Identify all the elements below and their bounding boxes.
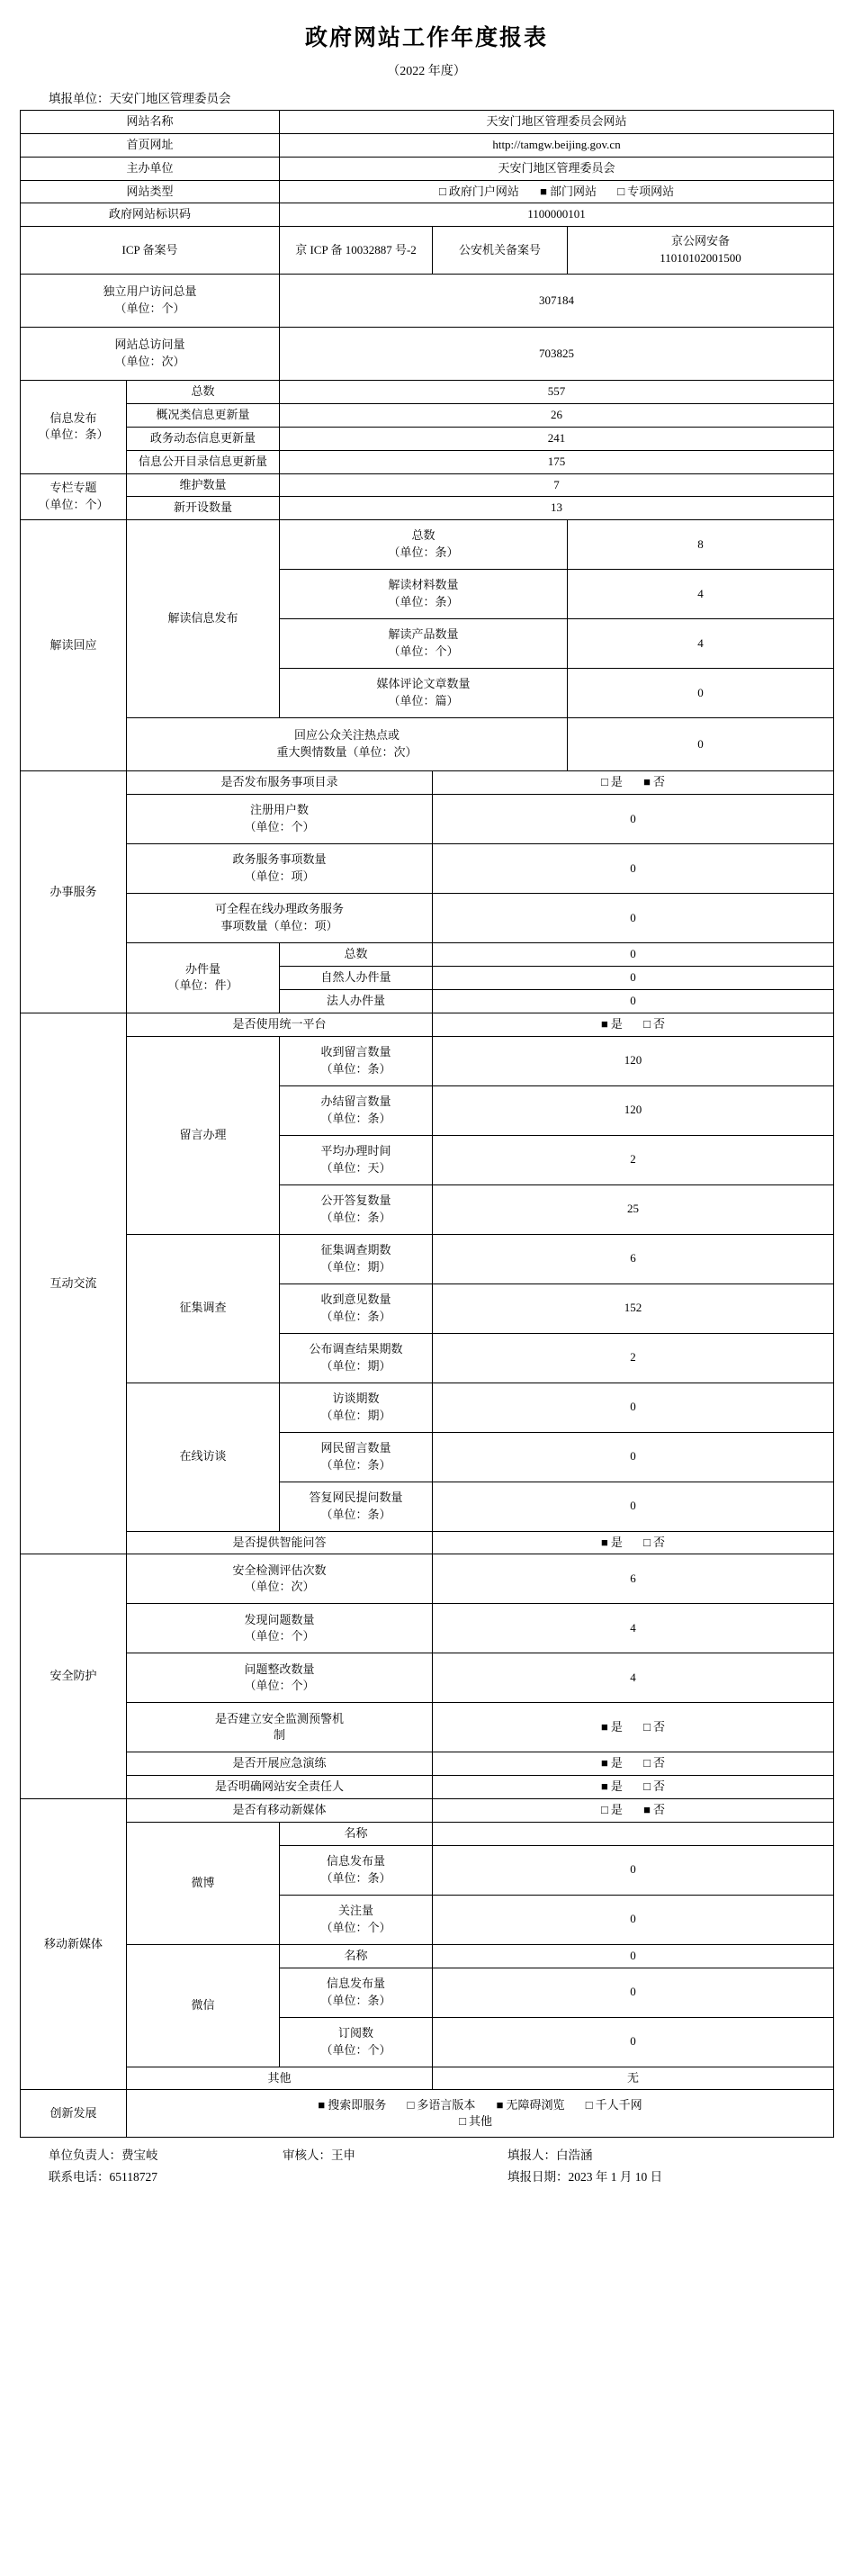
- message-item-label-line1: 平均办理时间: [320, 1143, 391, 1157]
- weixin-item-label: [280, 2017, 433, 2067]
- innovation-label: 创新发展: [21, 2090, 127, 2138]
- other-media-value: 无: [433, 2067, 834, 2090]
- table-row: [21, 943, 834, 967]
- other-media-label: 其他: [127, 2067, 433, 2090]
- table-row: [21, 450, 834, 473]
- interview-item-label-line2: （单位：条）: [320, 1457, 391, 1472]
- checkbox-security-drill-no[interactable]: □ 否: [643, 1755, 665, 1772]
- info-publish-label-line2: （单位：条）: [38, 428, 109, 442]
- interview-label: 在线访谈: [127, 1383, 280, 1531]
- security-item-label-line2: （单位：个）: [244, 1629, 315, 1644]
- table-row: [21, 404, 834, 428]
- interpretation-item-label-line2: （单位：个）: [388, 644, 459, 659]
- handling-volume-label-line1: 办件量: [185, 961, 221, 976]
- table-row: [21, 497, 834, 520]
- service-item-label-line2: （单位：个）: [244, 820, 315, 834]
- column-topic-label: [21, 473, 127, 520]
- survey-item-label: [280, 1283, 433, 1333]
- service-catalog-label: 是否发布服务事项目录: [127, 771, 433, 795]
- security-item-label-line2: （单位：个）: [244, 1679, 315, 1693]
- info-publish-item-value: 26: [280, 404, 834, 428]
- weibo-item-label: [280, 1845, 433, 1895]
- table-row: [21, 328, 834, 381]
- service-item-label-line2: 事项数量（单位：项）: [220, 919, 338, 933]
- security-warning-label: [127, 1703, 433, 1752]
- handling-item-label: 法人办件量: [280, 989, 433, 1013]
- weibo-label: 微博: [127, 1822, 280, 1944]
- footer-row-1: [49, 2145, 833, 2163]
- service-item-label-line1: 可全程在线办理政务服务: [215, 902, 345, 916]
- checkbox-has-media-yes[interactable]: □ 是: [601, 1802, 623, 1819]
- security-person-options: [433, 1776, 834, 1799]
- table-row: [21, 157, 834, 180]
- message-item-label-line2: （单位：条）: [320, 1061, 391, 1076]
- security-item-label-line2: （单位：次）: [244, 1580, 315, 1594]
- total-visits-value: 703825: [280, 328, 834, 381]
- service-catalog-options: [433, 771, 834, 795]
- service-item-label-line1: 政务服务事项数量: [232, 852, 327, 867]
- survey-item-label-line2: （单位：期）: [320, 1358, 391, 1373]
- security-item-value: 4: [433, 1653, 834, 1703]
- interpretation-item-label-line2: （单位：条）: [388, 595, 459, 609]
- unique-visitors-value: 307184: [280, 275, 834, 328]
- message-item-label: [280, 1036, 433, 1085]
- interpretation-item-label-line1: 解读产品数量: [388, 627, 459, 642]
- security-item-label-line1: 问题整改数量: [244, 1662, 315, 1676]
- table-row: [21, 180, 834, 203]
- survey-item-value: 6: [433, 1234, 834, 1283]
- interview-item-label-line1: 答复网民提问数量: [309, 1490, 403, 1504]
- security-item-label: [127, 1653, 433, 1703]
- checkbox-security-warning-yes[interactable]: ■ 是: [601, 1719, 623, 1736]
- checkbox-search-as-service[interactable]: ■ 搜索即服务: [318, 2097, 386, 2114]
- site-name-label: 网站名称: [21, 111, 280, 134]
- checkbox-security-person-yes[interactable]: ■ 是: [601, 1779, 623, 1796]
- info-publish-label-line1: 信息发布: [49, 410, 97, 425]
- footer-row-2: [49, 2166, 833, 2184]
- interpretation-item-label: [280, 669, 568, 718]
- interpretation-item-value: 4: [568, 619, 834, 669]
- table-row: [21, 203, 834, 227]
- weixin-item-value: 0: [433, 2017, 834, 2067]
- message-item-value: 120: [433, 1085, 834, 1135]
- innovation-options: [127, 2090, 834, 2138]
- security-label: 安全防护: [21, 1554, 127, 1799]
- table-row: [21, 1703, 834, 1752]
- weibo-item-label-line1: 关注量: [338, 1903, 374, 1917]
- checkbox-has-media-no[interactable]: ■ 否: [643, 1802, 665, 1819]
- table-row: [21, 1531, 834, 1554]
- table-row: [21, 1776, 834, 1799]
- security-item-label: [127, 1554, 433, 1604]
- table-row: [21, 227, 834, 275]
- report-table: [20, 110, 834, 2138]
- table-row: [21, 275, 834, 328]
- survey-item-value: 2: [433, 1333, 834, 1383]
- public-response-value: 0: [568, 718, 834, 771]
- interview-item-label-line1: 访谈期数: [332, 1391, 380, 1405]
- interpretation-item-label-line1: 总数: [411, 528, 435, 543]
- weibo-item-value: 0: [433, 1895, 834, 1944]
- checkbox-department[interactable]: ■ 部门网站: [540, 184, 597, 201]
- checkbox-multilingual[interactable]: □ 多语言版本: [408, 2097, 476, 2114]
- page-subtitle: （2022 年度）: [387, 65, 466, 78]
- table-row: [21, 111, 834, 134]
- info-publish-item-label: 政务动态信息更新量: [127, 427, 280, 450]
- unique-visitors-label-line1: 独立用户访问总量: [103, 284, 197, 299]
- interview-item-label-line2: （单位：条）: [320, 1507, 391, 1521]
- smart-qa-label: 是否提供智能问答: [127, 1531, 433, 1554]
- reporter-unit: 填报单位：天安门地区管理委员会: [49, 92, 231, 105]
- service-item-value: 0: [433, 844, 834, 894]
- security-drill-label: 是否开展应急演练: [127, 1752, 433, 1776]
- interview-item-value: 0: [433, 1432, 834, 1482]
- service-item-label-line2: （单位：项）: [244, 869, 315, 884]
- site-type-label: 网站类型: [21, 180, 280, 203]
- police-record-value: [568, 227, 834, 275]
- checkbox-smart-qa-yes[interactable]: ■ 是: [601, 1535, 623, 1552]
- survey-label: 征集调查: [127, 1234, 280, 1383]
- weibo-item-value: 0: [433, 1845, 834, 1895]
- public-response-label: [127, 718, 568, 771]
- checkbox-service-catalog-no[interactable]: ■ 否: [643, 774, 665, 791]
- message-handling-label: 留言办理: [127, 1036, 280, 1234]
- weixin-item-label: 名称: [280, 1944, 433, 1968]
- reviewer: 审核人：王申: [283, 2148, 355, 2163]
- checkbox-portal[interactable]: □ 政府门户网站: [439, 184, 519, 201]
- column-topic-item-label: 新开设数量: [127, 497, 280, 520]
- checkbox-accessibility[interactable]: ■ 无障碍浏览: [497, 2097, 565, 2114]
- handling-item-label: 自然人办件量: [280, 966, 433, 989]
- report-date: 填报日期：2023 年 1 月 10 日: [507, 2170, 663, 2184]
- total-visits-label-line1: 网站总访问量: [114, 338, 185, 352]
- checkbox-unified-no[interactable]: □ 否: [643, 1016, 665, 1033]
- table-row: [21, 133, 834, 157]
- table-row: [21, 894, 834, 943]
- handling-item-value: 0: [433, 966, 834, 989]
- weixin-item-label-line2: （单位：条）: [320, 1993, 391, 2007]
- interpretation-item-label: [280, 619, 568, 669]
- checkbox-other-innovation[interactable]: □ 其他: [459, 2113, 492, 2130]
- message-item-label: [280, 1085, 433, 1135]
- interpretation-item-value: 0: [568, 669, 834, 718]
- message-item-label: [280, 1135, 433, 1184]
- message-item-label-line2: （单位：条）: [320, 1111, 391, 1125]
- table-row: [21, 1944, 834, 1968]
- service-label: 办事服务: [21, 771, 127, 1013]
- security-warning-options: [433, 1703, 834, 1752]
- service-item-label: [127, 894, 433, 943]
- site-id-label: 政府网站标识码: [21, 203, 280, 227]
- interview-item-value: 0: [433, 1383, 834, 1432]
- weixin-item-value: 0: [433, 1968, 834, 2017]
- host-unit-label: 主办单位: [21, 157, 280, 180]
- unit-head: 单位负责人：费宝岐: [49, 2148, 158, 2163]
- interpretation-label: 解读回应: [21, 520, 127, 771]
- info-publish-item-value: 557: [280, 381, 834, 404]
- weixin-item-label-line1: 订阅数: [338, 2025, 374, 2040]
- unified-platform-options: [433, 1013, 834, 1036]
- survey-item-label-line1: 公布调查结果期数: [309, 1341, 403, 1356]
- checkbox-smart-qa-no[interactable]: □ 否: [643, 1535, 665, 1552]
- interpretation-item-label-line2: （单位：条）: [388, 545, 459, 560]
- survey-item-label-line2: （单位：期）: [320, 1259, 391, 1274]
- column-topic-item-value: 7: [280, 473, 834, 497]
- interpretation-item-value: 4: [568, 570, 834, 619]
- message-item-value: 120: [433, 1036, 834, 1085]
- handling-volume-label: [127, 943, 280, 1013]
- unified-platform-label: 是否使用统一平台: [127, 1013, 433, 1036]
- security-warning-label-line2: 制: [274, 1728, 286, 1743]
- weibo-item-value: [433, 1822, 834, 1845]
- info-publish-item-value: 175: [280, 450, 834, 473]
- checkbox-personalization[interactable]: □ 千人千网: [586, 2097, 642, 2114]
- interview-item-label-line1: 网民留言数量: [320, 1440, 391, 1455]
- table-row: [21, 1822, 834, 1845]
- unique-visitors-label-line2: （单位：个）: [114, 302, 185, 316]
- column-topic-item-value: 13: [280, 497, 834, 520]
- table-row: [21, 718, 834, 771]
- handling-item-label: 总数: [280, 943, 433, 967]
- message-item-label-line2: （单位：天）: [320, 1160, 391, 1175]
- interview-item-label: [280, 1432, 433, 1482]
- police-record-label: 公安机关备案号: [433, 227, 568, 275]
- security-person-label: 是否明确网站安全责任人: [127, 1776, 433, 1799]
- site-name-value: 天安门地区管理委员会网站: [280, 111, 834, 134]
- message-item-label-line1: 公开答复数量: [320, 1193, 391, 1207]
- weixin-item-label-line2: （单位：个）: [320, 2042, 391, 2057]
- message-item-label: [280, 1184, 433, 1234]
- weixin-item-label-line1: 信息发布量: [327, 1976, 386, 1990]
- checkbox-security-drill-yes[interactable]: ■ 是: [601, 1755, 623, 1772]
- checkbox-special[interactable]: □ 专项网站: [617, 184, 674, 201]
- total-visits-label: [21, 328, 280, 381]
- message-item-value: 2: [433, 1135, 834, 1184]
- smart-qa-options: [433, 1531, 834, 1554]
- interaction-label: 互动交流: [21, 1013, 127, 1554]
- info-publish-item-label: 总数: [127, 381, 280, 404]
- interpretation-item-label-line1: 解读材料数量: [388, 578, 459, 592]
- icp-label: ICP 备案号: [21, 227, 280, 275]
- survey-item-label-line1: 征集调查期数: [320, 1242, 391, 1256]
- checkbox-security-person-no[interactable]: □ 否: [643, 1779, 665, 1796]
- weibo-item-label: 名称: [280, 1822, 433, 1845]
- public-response-label-line2: 重大舆情数量（单位：次）: [276, 745, 418, 760]
- message-item-label-line1: 收到留言数量: [320, 1044, 391, 1058]
- public-response-label-line1: 回应公众关注热点或: [294, 728, 400, 743]
- interpretation-item-value: 8: [568, 520, 834, 570]
- security-item-label-line1: 安全检测评估次数: [232, 1563, 327, 1577]
- info-publish-item-label: 概况类信息更新量: [127, 404, 280, 428]
- table-row: [21, 2090, 834, 2138]
- info-publish-item-value: 241: [280, 427, 834, 450]
- survey-item-label: [280, 1333, 433, 1383]
- table-row: [21, 473, 834, 497]
- security-warning-label-line1: 是否建立安全监测预警机: [215, 1711, 345, 1725]
- has-media-options: [433, 1799, 834, 1823]
- security-item-value: 6: [433, 1554, 834, 1604]
- security-item-label-line1: 发现问题数量: [244, 1612, 315, 1626]
- weixin-item-value: 0: [433, 1944, 834, 1968]
- column-topic-label-line2: （单位：个）: [38, 497, 109, 511]
- checkbox-security-warning-no[interactable]: □ 否: [643, 1719, 665, 1736]
- media-label: 移动新媒体: [21, 1799, 127, 2090]
- icp-value: 京 ICP 备 10032887 号-2: [280, 227, 433, 275]
- checkbox-service-catalog-yes[interactable]: □ 是: [601, 774, 623, 791]
- info-publish-item-label: 信息公开目录信息更新量: [127, 450, 280, 473]
- footer: [20, 2145, 833, 2184]
- survey-item-label-line1: 收到意见数量: [320, 1292, 391, 1306]
- weixin-item-label: [280, 1968, 433, 2017]
- homepage-label: 首页网址: [21, 133, 280, 157]
- security-item-label: [127, 1604, 433, 1653]
- survey-item-label-line2: （单位：条）: [320, 1309, 391, 1323]
- table-row: [21, 1234, 834, 1283]
- table-row: [21, 1604, 834, 1653]
- has-media-label: 是否有移动新媒体: [127, 1799, 433, 1823]
- contact-phone: 联系电话：65118727: [49, 2170, 157, 2184]
- filler: 填报人：白浩涵: [507, 2148, 593, 2163]
- page-title: 政府网站工作年度报表: [304, 26, 548, 50]
- unique-visitors-label: [21, 275, 280, 328]
- service-item-value: 0: [433, 894, 834, 943]
- interpretation-item-label: [280, 570, 568, 619]
- table-row: [21, 1799, 834, 1823]
- interpretation-item-label: [280, 520, 568, 570]
- message-item-label-line2: （单位：条）: [320, 1210, 391, 1224]
- table-row: [21, 844, 834, 894]
- table-row: [21, 1752, 834, 1776]
- service-item-label-line1: 注册用户数: [250, 803, 310, 817]
- table-row: [21, 1013, 834, 1036]
- security-drill-options: [433, 1752, 834, 1776]
- table-row: [21, 1036, 834, 1085]
- weixin-label: 微信: [127, 1944, 280, 2067]
- info-publish-label: [21, 381, 127, 473]
- handling-item-value: 0: [433, 989, 834, 1013]
- message-item-label-line1: 办结留言数量: [320, 1094, 391, 1108]
- weibo-item-label-line2: （单位：条）: [320, 1870, 391, 1885]
- table-row: [21, 1653, 834, 1703]
- weibo-item-label-line2: （单位：个）: [320, 1920, 391, 1934]
- host-unit-value: 天安门地区管理委员会: [280, 157, 834, 180]
- table-row: [21, 1383, 834, 1432]
- interview-item-label: [280, 1383, 433, 1432]
- weibo-item-label: [280, 1895, 433, 1944]
- site-type-options: [280, 180, 834, 203]
- interpretation-item-label-line2: （单位：篇）: [388, 694, 459, 708]
- table-row: [21, 427, 834, 450]
- total-visits-label-line2: （单位：次）: [114, 355, 185, 369]
- interpretation-publish-label: 解读信息发布: [127, 520, 280, 718]
- survey-item-label: [280, 1234, 433, 1283]
- service-item-label: [127, 844, 433, 894]
- handling-item-value: 0: [433, 943, 834, 967]
- survey-item-value: 152: [433, 1283, 834, 1333]
- column-topic-item-label: 维护数量: [127, 473, 280, 497]
- interview-item-value: 0: [433, 1482, 834, 1531]
- service-item-label: [127, 795, 433, 844]
- message-item-value: 25: [433, 1184, 834, 1234]
- weibo-item-label-line1: 信息发布量: [327, 1853, 386, 1868]
- site-id-value: 1100000101: [280, 203, 834, 227]
- checkbox-unified-yes[interactable]: ■ 是: [601, 1016, 623, 1033]
- police-record-value-line2: 11010102001500: [660, 251, 741, 266]
- column-topic-label-line1: 专栏专题: [49, 481, 97, 495]
- table-row: [21, 520, 834, 570]
- table-row: [21, 1554, 834, 1604]
- table-row: [21, 795, 834, 844]
- security-item-value: 4: [433, 1604, 834, 1653]
- table-row: [21, 2067, 834, 2090]
- service-item-value: 0: [433, 795, 834, 844]
- table-row: [21, 381, 834, 404]
- police-record-value-line1: 京公网安备: [671, 234, 731, 248]
- interview-item-label: [280, 1482, 433, 1531]
- interview-item-label-line2: （单位：期）: [320, 1408, 391, 1422]
- table-row: [21, 771, 834, 795]
- interpretation-item-label-line1: 媒体评论文章数量: [376, 677, 471, 691]
- homepage-value: http://tamgw.beijing.gov.cn: [280, 133, 834, 157]
- handling-volume-label-line2: （单位：件）: [167, 978, 238, 993]
